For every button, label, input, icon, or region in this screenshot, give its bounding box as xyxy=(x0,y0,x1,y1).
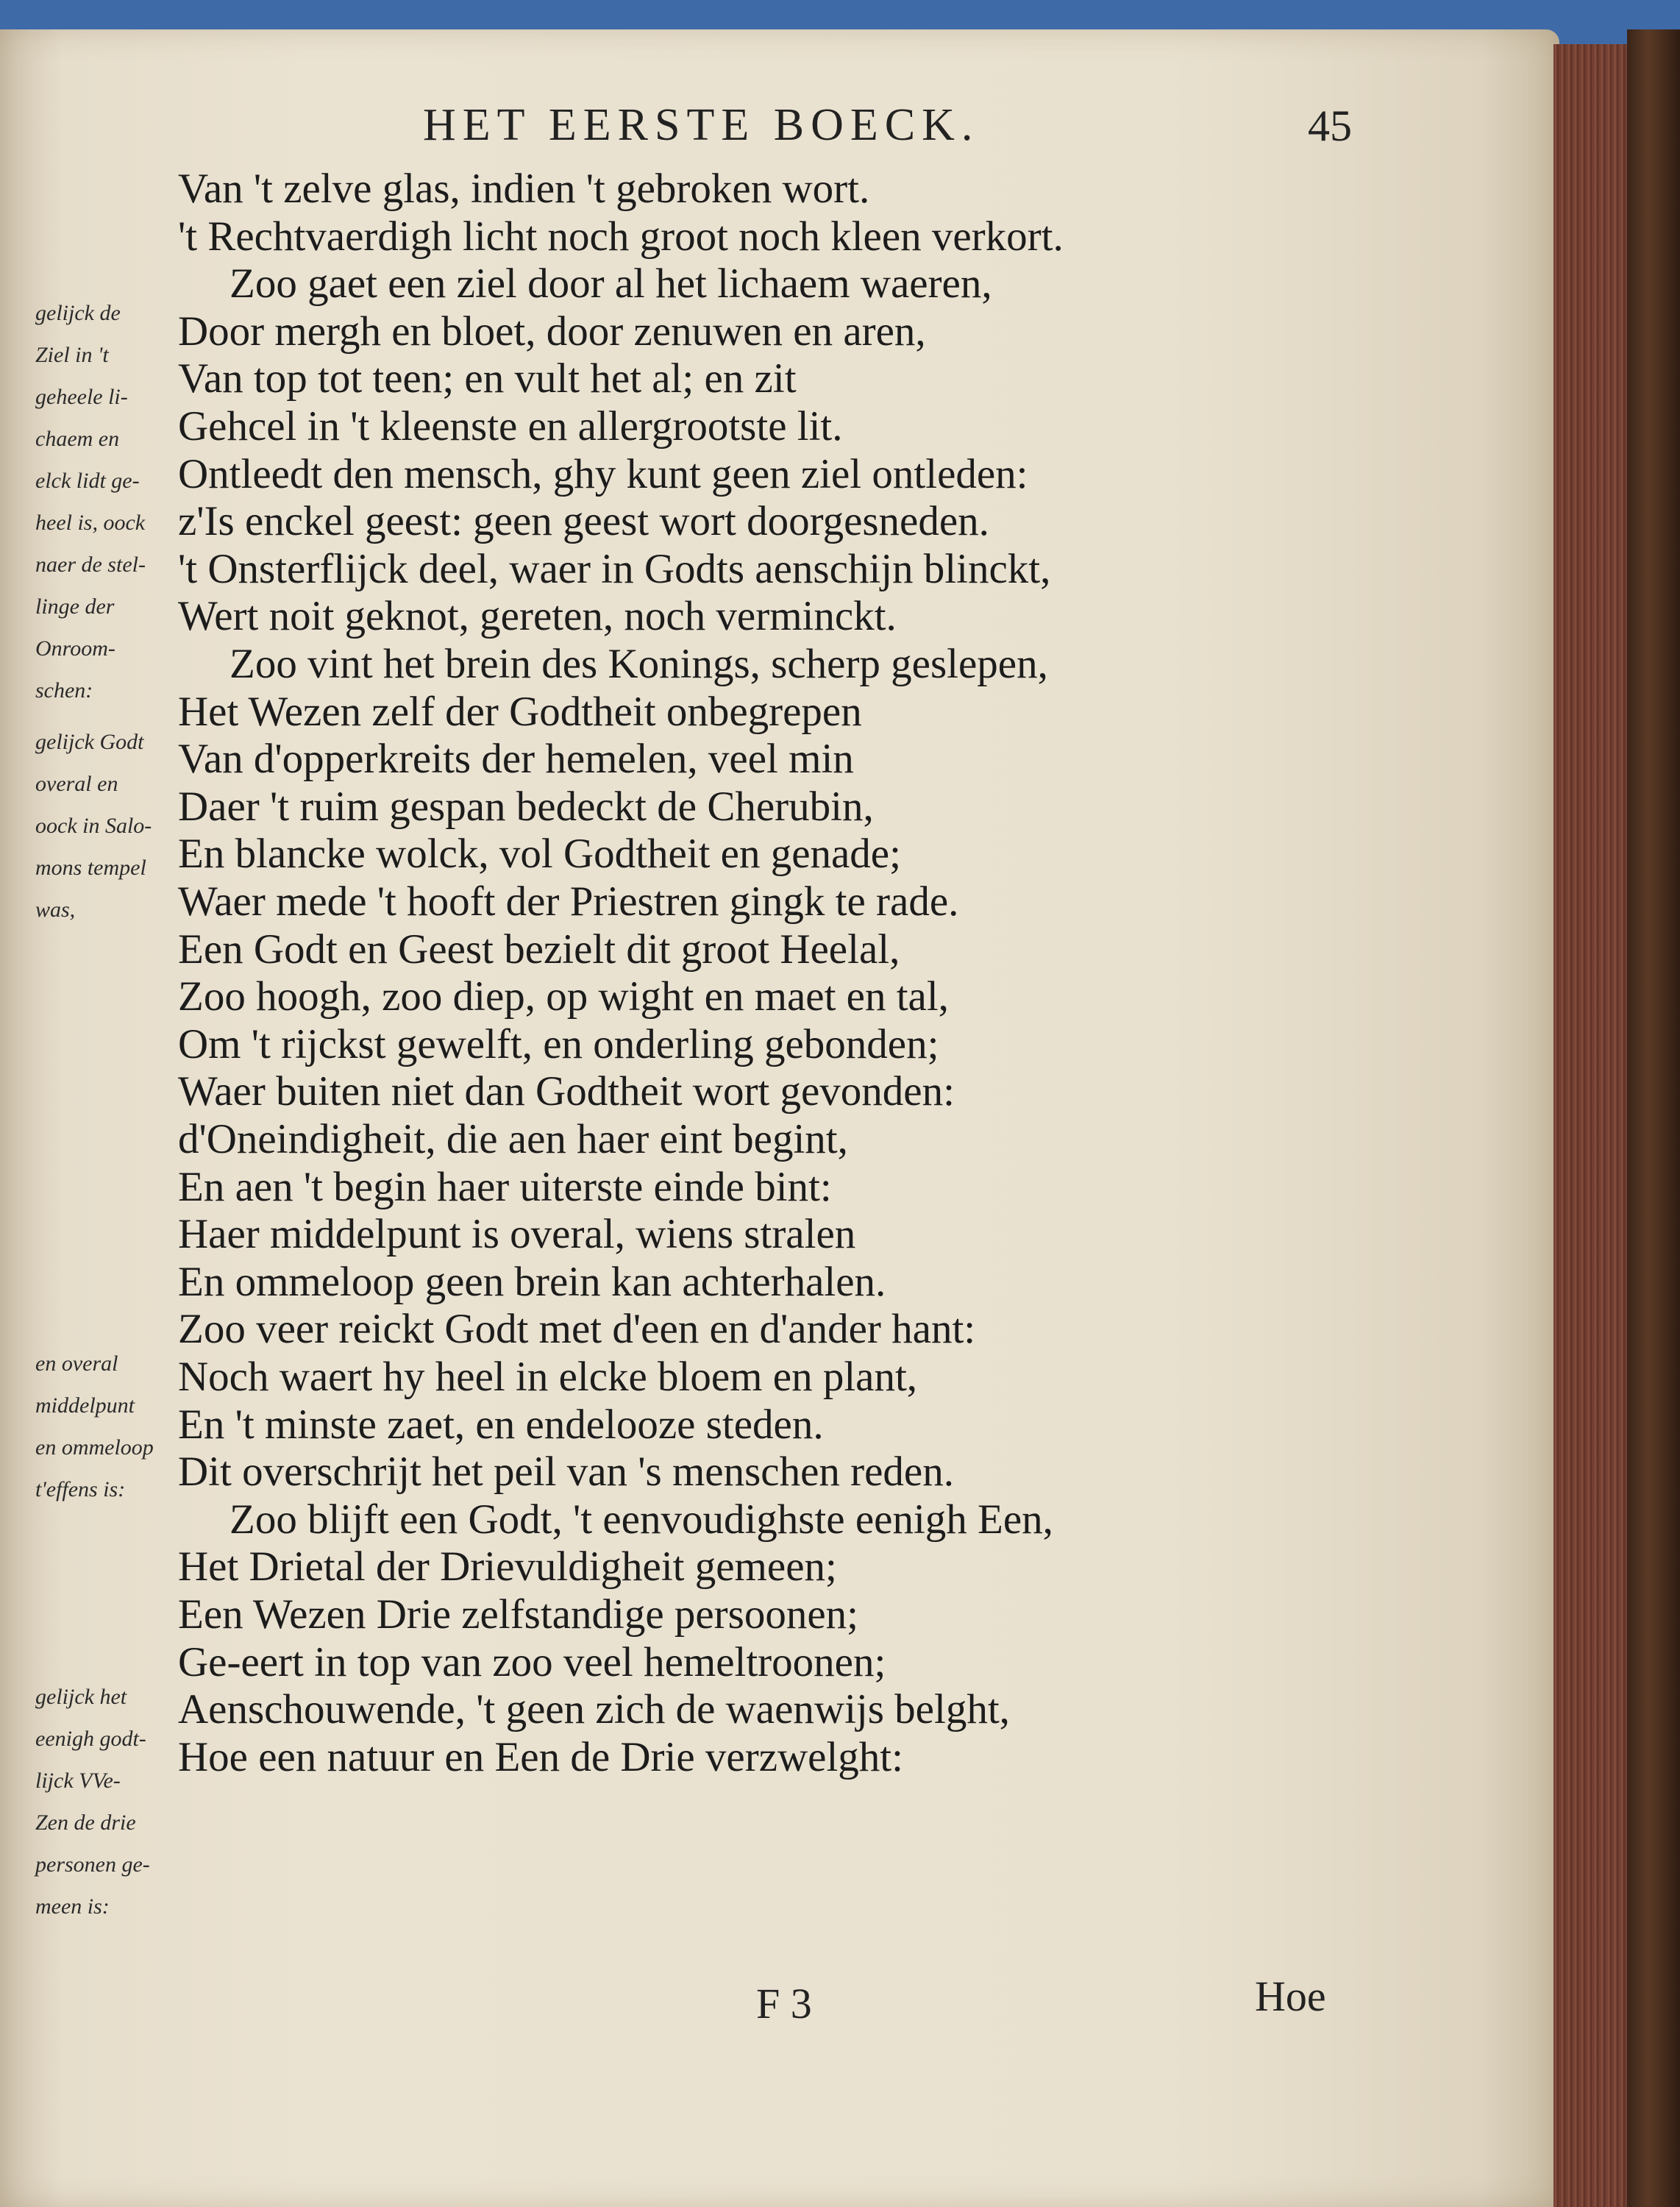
verse-line: Hoe een natuur en Een de Drie verzwelght: xyxy=(178,1733,903,1780)
page-edges xyxy=(1553,44,1631,2207)
verse-line: Zoo blijft een Godt, 't eenvoudighste eenigh Een, xyxy=(229,1496,1053,1543)
margin-note-line: naer de stel- xyxy=(35,552,146,577)
verse-line: Zoo vint het brein des Konings, scherp geslepen, xyxy=(229,641,1048,687)
verse-line: Een Godt en Geest bezielt dit groot Heelal, xyxy=(178,925,900,973)
verse-line: 't Onsterflijck deel, waer in Godts aenschijn blinckt, xyxy=(178,545,1051,592)
margin-note xyxy=(35,1343,175,1510)
margin-note-line: mons tempel xyxy=(35,856,146,880)
page-header xyxy=(0,99,1559,158)
margin-note-line: eenigh godt- xyxy=(35,1727,146,1751)
margin-note-line: meen is: xyxy=(35,1894,110,1919)
verse-line: Haer middelpunt is overal, wiens stralen xyxy=(178,1211,856,1258)
verse-line: Door mergh en bloet, door zenuwen en aren, xyxy=(178,308,926,355)
verse-line: Van top tot teen; en vult het al; en zit xyxy=(178,355,797,402)
margin-note-line: Ziel in 't xyxy=(35,343,109,367)
margin-note-line: chaem en xyxy=(35,427,120,451)
margin-note-line: linge der xyxy=(35,594,115,619)
verse-line: Zoo hoogh, zoo diep, op wight en maet en tal, xyxy=(178,973,949,1020)
signature-mark: F 3 xyxy=(756,1980,812,2027)
margin-note-line: was, xyxy=(35,898,76,922)
book-page xyxy=(0,29,1559,2207)
verse-line: Ontleedt den mensch, ghy kunt geen ziel ontleden: xyxy=(178,450,1028,497)
margin-note-line: t'effens is: xyxy=(35,1477,126,1501)
verse-line: Zoo gaet een ziel door al het lichaem waeren, xyxy=(229,260,992,308)
verse-line: Van d'opperkreits der hemelen, veel min xyxy=(178,736,854,783)
margin-note-line: lijck VVe- xyxy=(35,1769,121,1793)
margin-note xyxy=(35,1676,175,1927)
verse-line: En ommeloop geen brein kan achterhalen. xyxy=(178,1258,886,1305)
verse-line: z'Is enckel geest: geen geest wort doorgesneden. xyxy=(178,498,989,545)
page-number: 45 xyxy=(1308,102,1352,150)
verse-line: Aenschouwende, 't geen zich de waenwijs belght, xyxy=(178,1686,1010,1733)
margin-note-line: schen: xyxy=(35,678,93,703)
margin-note-line: heel is, oock xyxy=(35,511,146,535)
margin-note-line: elck lidt ge- xyxy=(35,469,140,493)
verse-line: Daer 't ruim gespan bedeckt de Cherubin, xyxy=(178,783,874,830)
verse-line: Zoo veer reickt Godt met d'een en d'ander hant: xyxy=(178,1306,976,1353)
margin-note-line: en overal xyxy=(35,1351,118,1376)
margin-note-line: overal en xyxy=(35,772,118,796)
margin-note-line: Onroom- xyxy=(35,636,115,661)
verse-line: Noch waert hy heel in elcke bloem en plant, xyxy=(178,1354,918,1400)
verse-line: Waer buiten niet dan Godtheit wort gevonden: xyxy=(178,1068,955,1115)
margin-note-line: oock in Salo- xyxy=(35,814,152,838)
verse-line: Gehcel in 't kleenste en allergrootste lit. xyxy=(178,403,843,449)
verse-line: Dit overschrijt het peil van 's menschen reden. xyxy=(178,1449,954,1496)
margin-note-line: Zen de drie xyxy=(35,1810,136,1835)
verse-line: 't Rechtvaerdigh licht noch groot noch kleen verkort. xyxy=(178,213,1064,260)
catchword: Hoe xyxy=(1255,1972,1326,2020)
margin-note-line: gelijck Godt xyxy=(35,730,144,754)
verse-line: d'Oneindigheit, die aen haer eint begint, xyxy=(178,1116,848,1162)
verse-line: Van 't zelve glas, indien 't gebroken wort. xyxy=(178,166,870,212)
verse-line: Ge-eert in top van zoo veel hemeltroonen; xyxy=(178,1638,886,1685)
verse-line: En blancke wolck, vol Godtheit en genade; xyxy=(178,831,901,878)
margin-note-line: gelijck het xyxy=(35,1685,127,1709)
margin-note-line: personen ge- xyxy=(35,1852,150,1877)
verse-line: Een Wezen Drie zelfstandige persoonen; xyxy=(178,1591,858,1638)
margin-note-line: gelijck de xyxy=(35,301,121,325)
verse-line: Wert noit geknot, gereten, noch verminckt. xyxy=(178,593,897,640)
margin-note-line: middelpunt xyxy=(35,1393,135,1418)
verse-line: Om 't rijckst gewelft, en onderling gebonden; xyxy=(178,1020,939,1067)
verse-line: Het Drietal der Drievuldigheit gemeen; xyxy=(178,1543,837,1591)
margin-note-line: geheele li- xyxy=(35,385,128,409)
verse-line: En 't minste zaet, en endelooze steden. xyxy=(178,1401,824,1448)
margin-note xyxy=(35,292,175,711)
running-title: HET EERSTE BOECK. xyxy=(423,100,980,150)
margin-note-line: en ommeloop xyxy=(35,1435,154,1460)
book-cover xyxy=(1627,29,1680,2207)
margin-note xyxy=(35,721,175,931)
verse-line: Het Wezen zelf der Godtheit onbegrepen xyxy=(178,688,862,735)
verse-line: En aen 't begin haer uiterste einde bint: xyxy=(178,1163,832,1210)
verse-line: Waer mede 't hooft der Priestren gingk te rade. xyxy=(178,878,959,925)
